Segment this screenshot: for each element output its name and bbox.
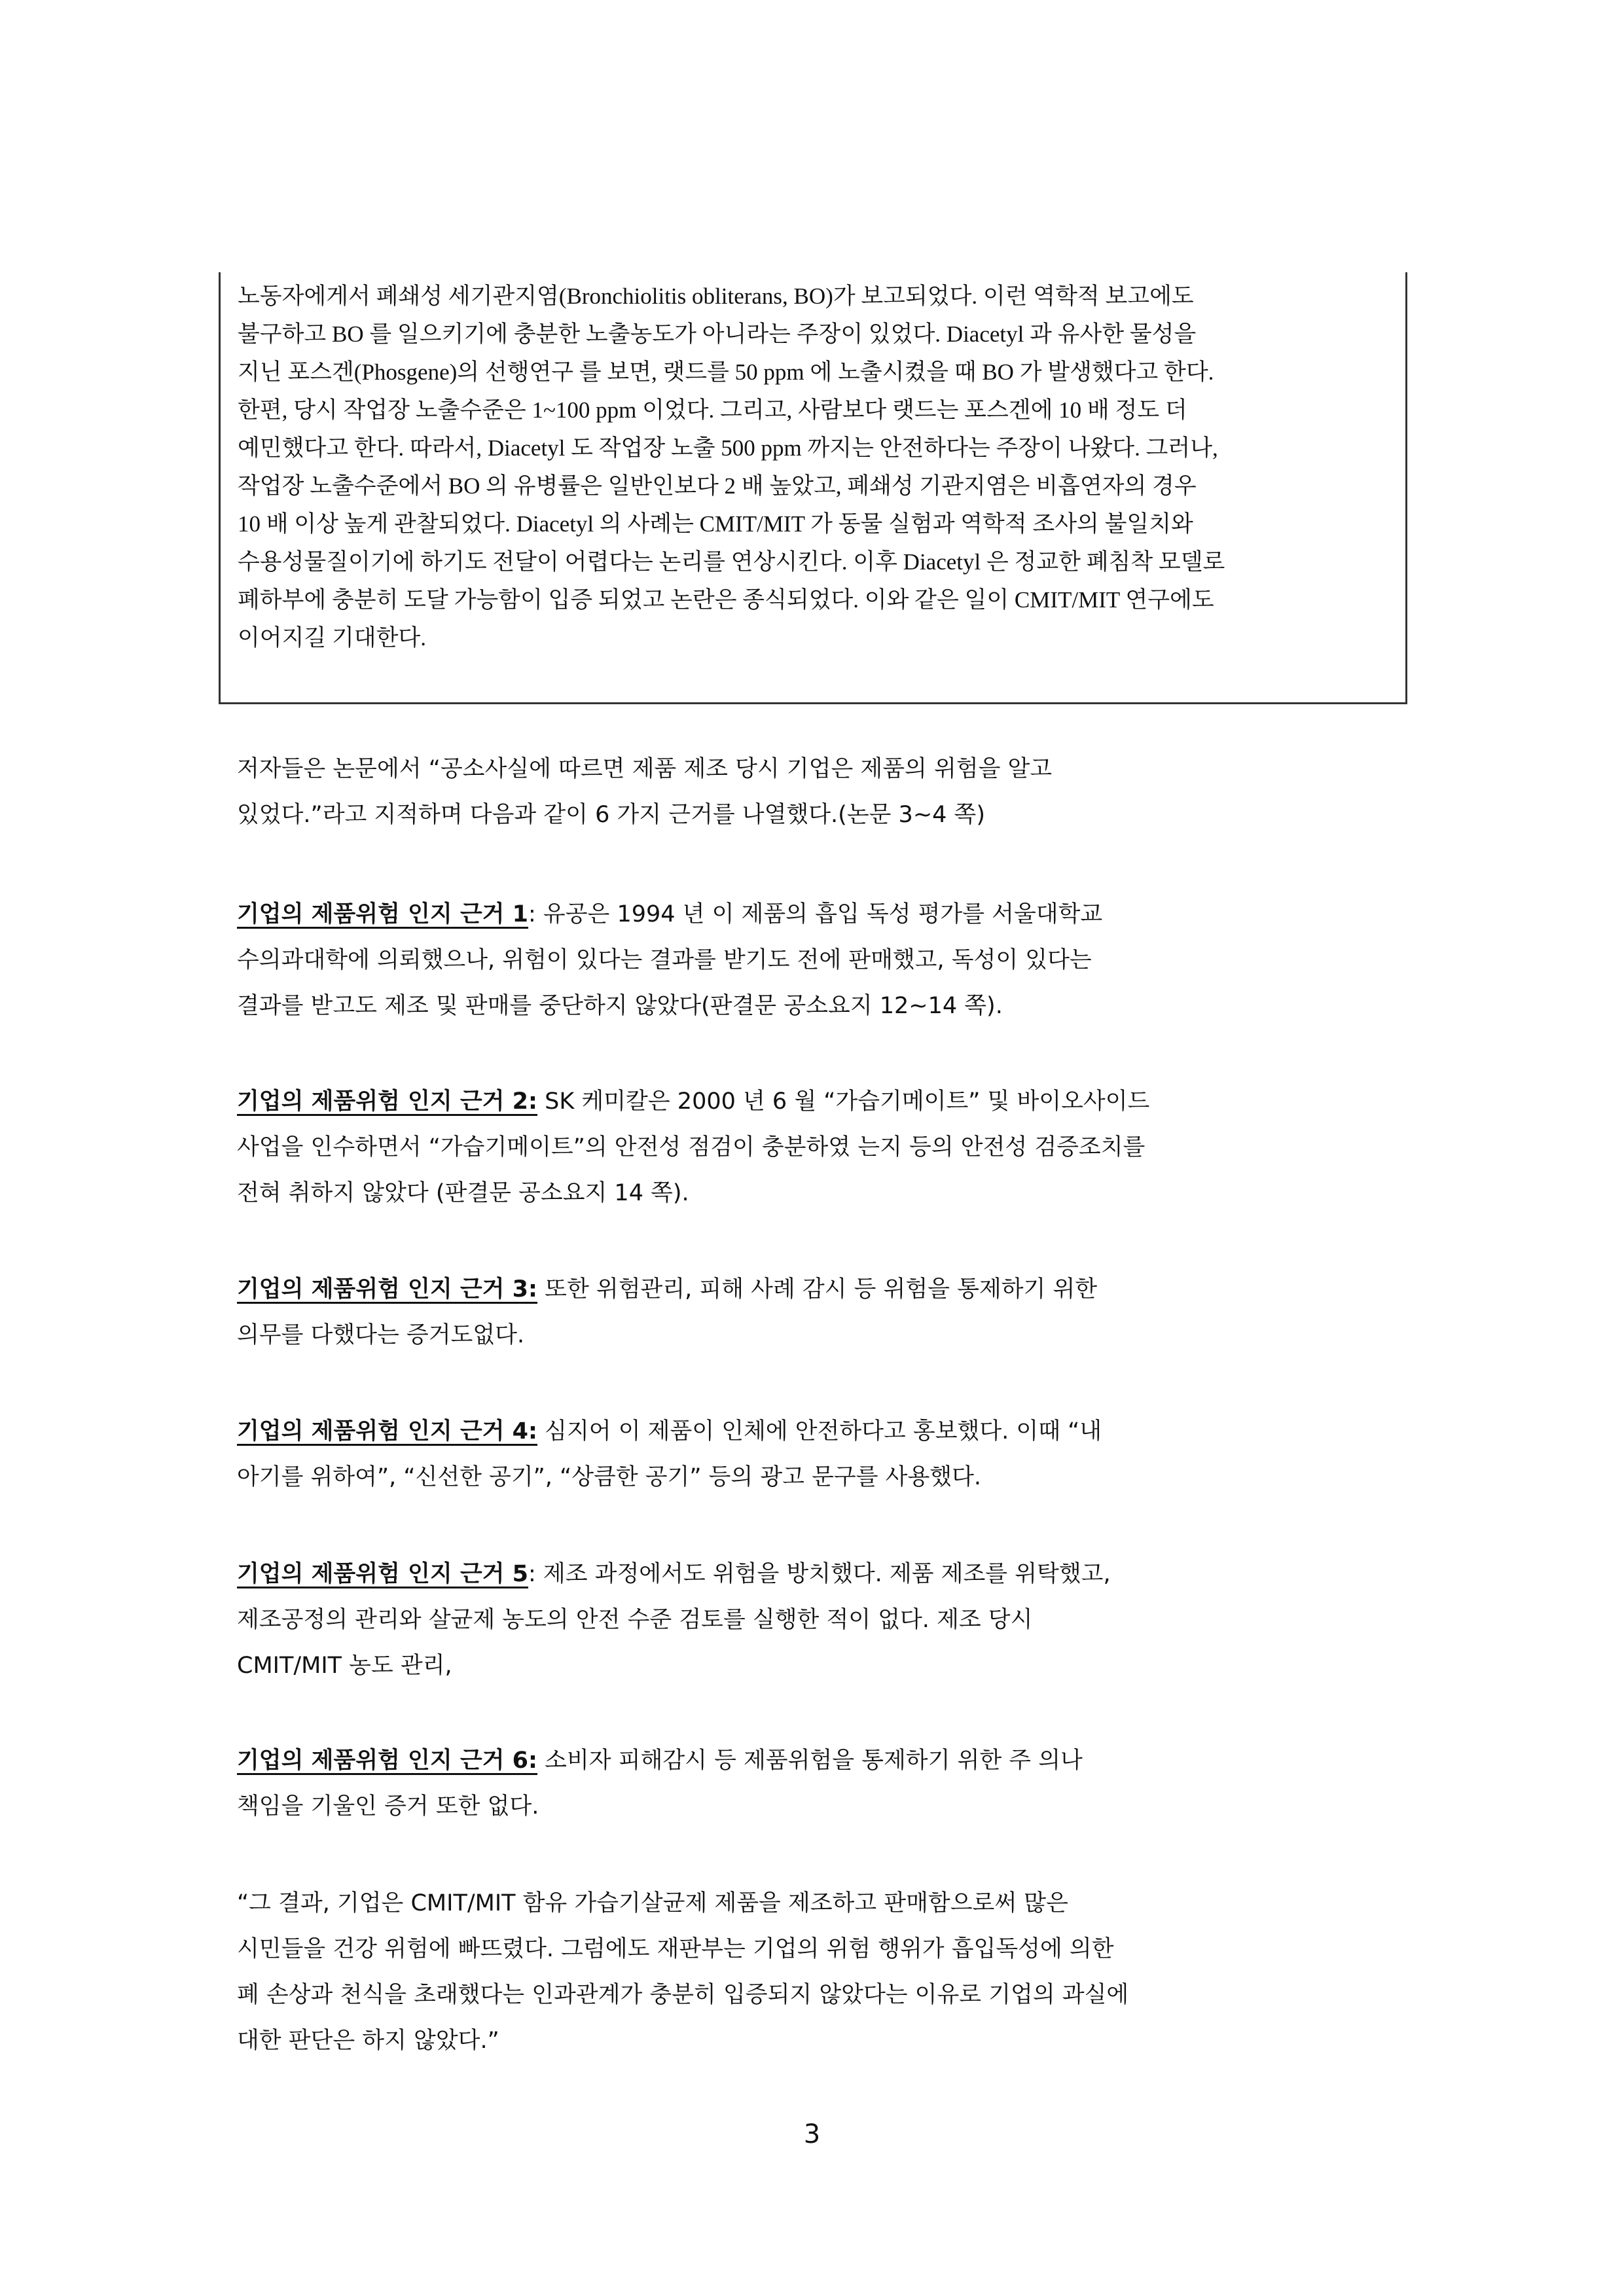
- evidence-heading: 기업의 제품위험 인지 근거 2:: [237, 1088, 538, 1115]
- paragraph-line: 의무를 다했다는 증거도없다.: [237, 1322, 525, 1348]
- box-line: 이어지길 기대한다.: [238, 625, 426, 651]
- evidence-heading: 기업의 제품위험 인지 근거 6:: [237, 1748, 538, 1774]
- box-line: 지닌 포스겐(Phosgene)의 선행연구 를 보면, 랫드를 50 ppm 에 노출시켰을 때 BO 가 발생했다고 한다.: [238, 359, 1214, 385]
- evidence-heading: 기업의 제품위험 인지 근거 5: [237, 1561, 529, 1587]
- evidence-text: SK 케미칼은 2000 년 6 월 “가습기메이트” 및 바이오사이드: [537, 1088, 1150, 1115]
- evidence-heading: 기업의 제품위험 인지 근거 3:: [237, 1276, 538, 1302]
- box-line: 한편, 당시 작업장 노출수준은 1~100 ppm 이었다. 그리고, 사람보다 랫드는 포스겐에 10 배 정도 더: [238, 397, 1187, 423]
- evidence-heading: 기업의 제품위험 인지 근거 1: [237, 901, 529, 927]
- box-line: 불구하고 BO 를 일으키기에 충분한 노출농도가 아니라는 주장이 있었다. Diacetyl 과 유사한 물성을: [238, 321, 1197, 347]
- paragraph-line: 책임을 기울인 증거 또한 없다.: [237, 1793, 539, 1820]
- page-number: 3: [803, 2119, 821, 2149]
- evidence-4-paragraph: [237, 1408, 1402, 1500]
- box-line: 작업장 노출수준에서 BO 의 유병률은 일반인보다 2 배 높았고, 폐쇄성 기관지염은 비흡연자의 경우: [238, 473, 1197, 499]
- evidence-6-paragraph: [237, 1738, 1402, 1829]
- evidence-3-paragraph: [237, 1266, 1402, 1358]
- evidence-text: : 유공은 1994 년 이 제품의 흡입 독성 평가를 서울대학교: [528, 901, 1103, 927]
- evidence-heading: 기업의 제품위험 인지 근거 4:: [237, 1418, 538, 1444]
- paragraph-line: [237, 1738, 1402, 1784]
- bordered-text-box: [219, 272, 1407, 704]
- paragraph-line: 전혀 취하지 않았다 (판결문 공소요지 14 쪽).: [237, 1180, 689, 1206]
- evidence-text: : 제조 과정에서도 위험을 방치했다. 제품 제조를 위탁했고,: [528, 1561, 1111, 1587]
- paragraph-line: 사업을 인수하면서 “가습기메이트”의 안전성 점검이 충분하였 는지 등의 안전성 검증조치를: [237, 1134, 1146, 1160]
- paragraph-line: 저자들은 논문에서 “공소사실에 따르면 제품 제조 당시 기업은 제품의 위험을 알고: [237, 756, 1053, 782]
- paragraph-line: [237, 1079, 1402, 1124]
- box-line: 수용성물질이기에 하기도 전달이 어렵다는 논리를 연상시킨다. 이후 Diacetyl 은 정교한 폐침착 모델로: [238, 549, 1225, 575]
- box-line: 10 배 이상 높게 관찰되었다. Diacetyl 의 사례는 CMIT/MIT 가 동물 실험과 역학적 조사의 불일치와: [238, 511, 1193, 537]
- paragraph-line: [237, 1551, 1402, 1597]
- paragraph-line: [237, 1408, 1402, 1454]
- paragraph-line: 아기를 위하여”, “신선한 공기”, “상큼한 공기” 등의 광고 문구를 사용했다.: [237, 1464, 982, 1490]
- paragraph-line: 수의과대학에 의뢰했으나, 위험이 있다는 결과를 받기도 전에 판매했고, 독성이 있다는: [237, 947, 1092, 973]
- paragraph-line: 있었다.”라고 지적하며 다음과 같이 6 가지 근거를 나열했다.(논문 3~4 쪽): [237, 802, 986, 828]
- paragraph-line: 대한 판단은 하지 않았다.”: [237, 2028, 499, 2054]
- evidence-1-paragraph: [237, 891, 1402, 1029]
- paragraph-line: 폐 손상과 천식을 초래했다는 인과관계가 충분히 입증되지 않았다는 이유로 기업의 과실에: [237, 1982, 1129, 2008]
- evidence-text: 소비자 피해감시 등 제품위험을 통제하기 위한 주 의나: [537, 1748, 1083, 1774]
- evidence-text: 심지어 이 제품이 인체에 안전하다고 홍보했다. 이때 “내: [537, 1418, 1102, 1444]
- paragraph-line: [237, 1266, 1402, 1312]
- paragraph-line: CMIT/MIT 농도 관리,: [237, 1653, 452, 1679]
- paragraph-line: 제조공정의 관리와 살균제 농도의 안전 수준 검토를 실행한 적이 없다. 제조 당시: [237, 1607, 1033, 1633]
- evidence-text: 또한 위험관리, 피해 사례 감시 등 위험을 통제하기 위한: [537, 1276, 1098, 1302]
- conclusion-paragraph: [237, 1880, 1402, 2064]
- evidence-5-paragraph: [237, 1551, 1402, 1689]
- paragraph-line: [237, 891, 1402, 937]
- intro-paragraph: [237, 746, 1402, 838]
- paragraph-line: 시민들을 건강 위험에 빠뜨렸다. 그럼에도 재판부는 기업의 위험 행위가 흡입독성에 의한: [237, 1936, 1114, 1962]
- box-line: 예민했다고 한다. 따라서, Diacetyl 도 작업장 노출 500 ppm 까지는 안전하다는 주장이 나왔다. 그러나,: [238, 435, 1218, 461]
- box-line: 노동자에게서 폐쇄성 세기관지염(Bronchiolitis obliterans, BO)가 보고되었다. 이런 역학적 보고에도: [238, 283, 1194, 309]
- paragraph-line: “그 결과, 기업은 CMIT/MIT 함유 가습기살균제 제품을 제조하고 판매함으로써 많은: [237, 1890, 1068, 1916]
- evidence-2-paragraph: [237, 1079, 1402, 1216]
- box-line: 폐하부에 충분히 도달 가능함이 입증 되었고 논란은 종식되었다. 이와 같은 일이 CMIT/MIT 연구에도: [238, 587, 1214, 613]
- paragraph-line: 결과를 받고도 제조 및 판매를 중단하지 않았다(판결문 공소요지 12~14 쪽).: [237, 993, 1003, 1019]
